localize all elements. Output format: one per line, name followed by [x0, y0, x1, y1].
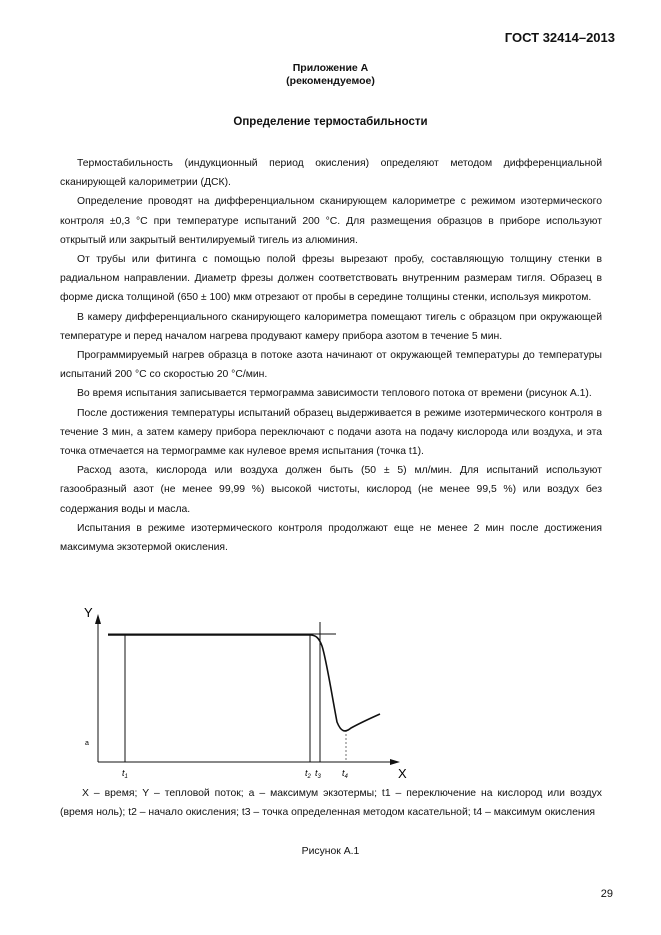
figure-label: Рисунок А.1	[301, 846, 360, 857]
page-number: 29	[600, 888, 613, 900]
t2-subscript: 2	[307, 774, 311, 780]
t1-label	[122, 768, 128, 780]
appendix-heading	[0, 62, 661, 88]
section-title: Определение термостабильности	[233, 116, 428, 128]
paragraph: Во время испытания записывается термограмма зависимости теплового потока от времени (рисунок А.1).	[77, 388, 592, 400]
figure-caption: X – время; Y – тепловой поток; a – максимум экзотермы; t1 – переключение на кислород или воздух (время ноль); t2 – начало окисления; t3 – точка определенная методом касательной; t4 – максимум окисления	[60, 788, 602, 819]
a-label: a	[85, 740, 89, 747]
t4-text: t	[342, 768, 345, 778]
heat-flow-curve	[108, 635, 380, 731]
t1-subscript: 1	[124, 774, 128, 780]
appendix-title: Приложение А	[292, 62, 369, 74]
t2-text: t	[305, 768, 308, 778]
paragraph: После достижения температуры испытаний образец выдерживается в режиме изотермического контроля в течение 3 мин, а затем камеру прибора переключают с подачи азота на подачу кислорода или воздуха, и эта точка отмечается на термограмме как нулевое время испытания (точка t1).	[60, 407, 602, 458]
x-axis-arrow	[390, 759, 400, 765]
t3-text: t	[315, 768, 318, 778]
thermogram-figure	[70, 600, 410, 785]
paragraph: Определение проводят на дифференциальном сканирующем калориметре с режимом изотермического контроля ±0,3 °С при температуре испытаний 200 °С. Для размещения образцов в приборе используют открытый или закрытый вентилируемый тигель из алюминия.	[60, 196, 602, 246]
x-axis-label: X	[398, 766, 407, 781]
y-axis-arrow	[95, 614, 101, 624]
body-text	[60, 154, 602, 557]
thermogram-svg	[70, 600, 410, 785]
paragraph: Программируемый нагрев образца в потоке азота начинают от окружающей температуры до температуры испытаний 200 °С со скоростью 20 °С/мин.	[60, 350, 602, 381]
standard-header: ГОСТ 32414–2013	[504, 30, 615, 45]
paragraph: В камеру дифференциального сканирующего калориметра помещают тигель с образцом при окружающей температуре и перед началом нагрева продувают камеру прибора азотом в течение 5 мин.	[60, 311, 602, 342]
appendix-status: (рекомендуемое)	[286, 75, 375, 87]
t2-label	[305, 768, 312, 780]
paragraph: Испытания в режиме изотермического контроля продолжают еще не менее 2 мин после достижения максимума экзотермой окисления.	[60, 522, 602, 554]
paragraph: От трубы или фитинга с помощью полой фрезы вырезают пробу, составляющую толщину стенки в радиальном направлении. Диаметр фрезы должен соответствовать внутренним размерам тигля. Образец в форме диска толщиной (650 ± 100) мкм отрезают от пробы в середине толщины стенки, используя микротом.	[60, 254, 602, 304]
paragraph: Расход азота, кислорода или воздуха должен быть (50 ± 5) мл/мин. Для испытаний используют газообразный азот (не менее 99,99 %) высокой чистоты, кислород (не менее 99,5 %) или воздух без содержания воды и масла.	[60, 465, 602, 515]
paragraph: Термостабильность (индукционный период окисления) определяют методом дифференциальной сканирующей калориметрии (ДСК).	[60, 158, 602, 189]
t4-subscript: 4	[344, 774, 348, 780]
t3-label	[315, 768, 322, 780]
t4-label	[342, 768, 349, 780]
t3-subscript: 3	[317, 774, 321, 780]
t1-text: t	[122, 768, 125, 778]
y-axis-label: Y	[84, 605, 93, 620]
